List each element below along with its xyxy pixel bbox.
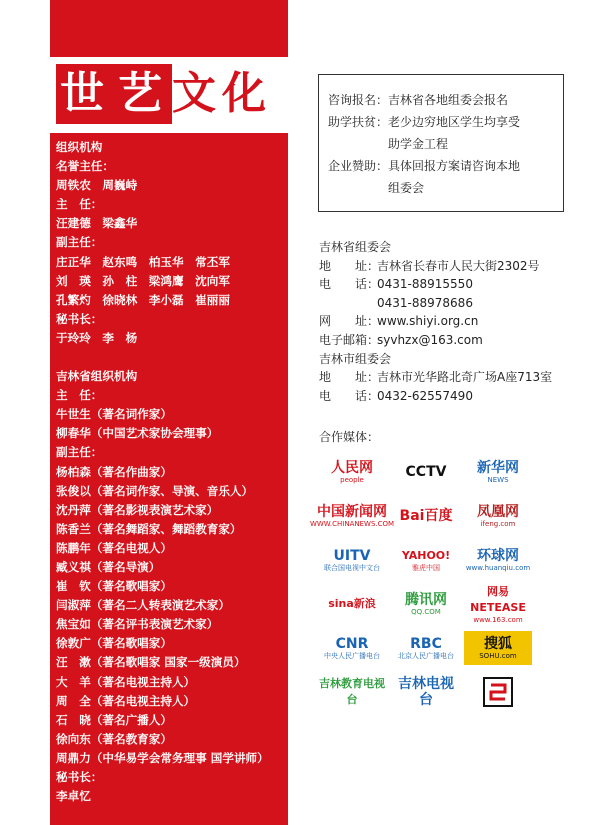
media-logo-subtext: WWW.CHINANEWS.COM: [309, 519, 395, 528]
contact-line: [319, 275, 589, 294]
rbc-logo: [392, 631, 460, 665]
org-line: 副主任：: [56, 235, 103, 250]
jilin-edu-logo: [318, 675, 386, 709]
org-line: 汪建德 梁鑫华: [56, 216, 138, 231]
contact-line: [319, 294, 589, 313]
media-title: 合作媒体：: [319, 430, 380, 444]
org-line: 臧义祺（著名导演）: [56, 559, 161, 574]
org-line: 大 羊（著名电视主持人）: [56, 674, 196, 689]
org-line: 周铁农 周巍峙: [56, 178, 138, 193]
org-line: 焦宝如（著名评书表演艺术家）: [56, 617, 219, 632]
media-logo-text: UITV: [333, 547, 371, 564]
contact-label: 电子邮箱：: [319, 332, 380, 347]
contact-line: [319, 331, 589, 350]
yahoo-logo: [392, 543, 460, 577]
org-line: 石 晓（著名广播人）: [56, 712, 172, 727]
contact-value: 0431-88978686: [377, 295, 473, 310]
contact-line: [319, 238, 589, 257]
contact-value: 吉林省长春市人民大街2302号: [377, 258, 540, 273]
org-line: 牛世生（著名词作家）: [56, 407, 172, 422]
media-logo-subtext: 联合国电视中文台: [324, 563, 380, 572]
media-logo-subtext: people: [340, 475, 364, 484]
baidu-logo: [392, 499, 460, 533]
org-line: 名誉主任：: [56, 159, 114, 174]
org-line: 孔繁灼 徐晓林 李小磊 崔丽丽: [56, 292, 230, 307]
org-line: 崔 钦（著名歌唱家）: [56, 579, 172, 594]
org-line: 徐敦广（著名歌唱家）: [56, 636, 172, 651]
org-line: 沈丹萍（著名影视表演艺术家）: [56, 502, 219, 517]
info-row: 助学扶贫：老少边穷地区学生均享受: [328, 115, 521, 129]
media-logo-text: sina新浪: [328, 597, 376, 610]
brand-mark-icon: [481, 675, 515, 709]
org-line: 杨柏森（著名作曲家）: [56, 464, 172, 479]
contact-line: [319, 350, 589, 369]
media-logo-text: Bai百度: [399, 508, 453, 524]
media-logo-subtext: 北京人民广播电台: [398, 651, 454, 660]
contact-label: 电 话：: [319, 277, 380, 292]
info-row: 企业赞助：具体回报方案请咨询本地: [328, 159, 521, 173]
org-line: 主 任：: [56, 197, 103, 212]
contact-label: 吉林市组委会: [319, 351, 392, 366]
media-logo-subtext: 雅虎中国: [411, 563, 440, 572]
org-line: 秘书长：: [56, 770, 103, 784]
org-line: 副主任：: [56, 445, 103, 460]
contact-label: 地 址：: [319, 258, 380, 273]
contact-label: 吉林省组委会: [319, 240, 392, 254]
media-logo-text: CCTV: [405, 464, 447, 480]
contact-line: [319, 387, 589, 406]
media-logo-text: 中国新闻网: [317, 503, 387, 520]
media-logo-grid: [309, 455, 568, 735]
logo-char: 化: [222, 68, 272, 119]
info-row: 助学金工程: [328, 137, 449, 151]
media-logo-text: RBC: [410, 635, 442, 652]
cnr-logo: [318, 631, 386, 665]
media-logo-text: CNR: [335, 635, 369, 652]
contact-label: 地 址：: [319, 370, 380, 385]
media-logo-text: 网易 NETEASE: [470, 584, 526, 614]
organization-list: [56, 138, 284, 806]
contact-info: [319, 238, 589, 405]
org-line: 张俊以（著名词作家、导演、音乐人）: [56, 483, 254, 498]
media-logo-text: 环球网: [476, 547, 519, 564]
logo-char: 世: [56, 64, 114, 124]
media-logo-text: 腾讯网: [405, 591, 447, 608]
media-logo-subtext: QQ.COM: [411, 607, 441, 616]
org-line: 周 全（著名电视主持人）: [56, 693, 196, 708]
media-logo-text: 吉林电视台: [398, 676, 454, 708]
contact-label: 电 话：: [319, 388, 380, 403]
media-logo-text: 搜狐: [483, 635, 512, 652]
media-logo-subtext: www.huanqiu.com: [465, 563, 531, 572]
org-line: 刘 瑛 孙 柱 梁鸿鹰 沈向军: [56, 273, 230, 288]
org-line: 于玲玲 李 杨: [56, 330, 138, 345]
org-line: 李卓忆: [56, 789, 91, 804]
people-logo: [318, 455, 386, 489]
media-logo-text: 人民网: [331, 459, 373, 476]
org-line: 闫淑萍（著名二人转表演艺术家）: [56, 598, 230, 613]
media-logo-subtext: www.163.com: [473, 615, 523, 624]
jilin-tv-logo: [392, 675, 460, 709]
contact-value: 吉林市光华路北奇广场A座713室: [377, 370, 553, 385]
org-line: 组织机构: [56, 140, 103, 154]
info-box: [318, 74, 564, 212]
sohu-logo: [464, 631, 532, 665]
media-logo-subtext: NEWS: [487, 475, 509, 484]
uitv-logo: [318, 543, 386, 577]
ifeng-logo: [464, 499, 532, 533]
org-line: 汪 漱（著名歌唱家 国家一级演员）: [56, 655, 246, 670]
media-logo-subtext: 中央人民广播电台: [324, 651, 380, 660]
netease-logo: [464, 584, 532, 624]
info-row: 组委会: [328, 181, 425, 195]
org-line: 周鼎力（中华易学会常务理事 国学讲师）: [56, 750, 269, 765]
chinanews-logo: [309, 499, 395, 533]
media-logo-subtext: ifeng.com: [480, 519, 516, 528]
org-line: 陈香兰（著名舞蹈家、舞蹈教育家）: [56, 521, 242, 536]
media-logo-subtext: SOHU.com: [479, 651, 517, 660]
contact-line: [319, 368, 589, 387]
org-line: 柳春华（中国艺术家协会理事）: [56, 426, 219, 441]
media-logo-text: 新华网: [477, 459, 519, 476]
logo: [56, 64, 272, 124]
media-logo-text: 凤凰网: [477, 503, 519, 520]
xinhua-logo: [464, 455, 532, 489]
org-line: 徐向东（著名教育家）: [56, 731, 172, 746]
logo-char: 艺: [114, 64, 172, 124]
org-line: 吉林省组织机构: [56, 369, 138, 384]
qq-logo: [392, 587, 460, 621]
media-logo-text: 吉林教育电视台: [319, 677, 385, 706]
contact-value: 0431-88915550: [377, 277, 473, 292]
contact-line: [319, 257, 589, 276]
huanqiu-logo: [464, 543, 532, 577]
contact-value: www.shiyi.org.cn: [377, 314, 479, 329]
brand-logo: [464, 675, 532, 709]
contact-value: 0432-62557490: [377, 388, 473, 403]
org-line: 庄正华 赵东鸣 柏玉华 常丕军: [56, 254, 230, 269]
org-line: 主 任：: [56, 388, 103, 403]
contact-label: 网 址：: [319, 314, 380, 329]
org-line: 陈鹏年（著名电视人）: [56, 540, 172, 555]
media-logo-text: YAHOO!: [401, 548, 451, 562]
sina-logo: [318, 587, 386, 621]
cctv-logo: [392, 455, 460, 489]
info-row: 咨询报名：吉林省各地组委会报名: [328, 93, 509, 107]
logo-char: 文: [172, 68, 222, 119]
org-line: 秘书长：: [56, 311, 103, 326]
contact-line: [319, 312, 589, 331]
contact-value: syvhzx@163.com: [377, 332, 483, 347]
